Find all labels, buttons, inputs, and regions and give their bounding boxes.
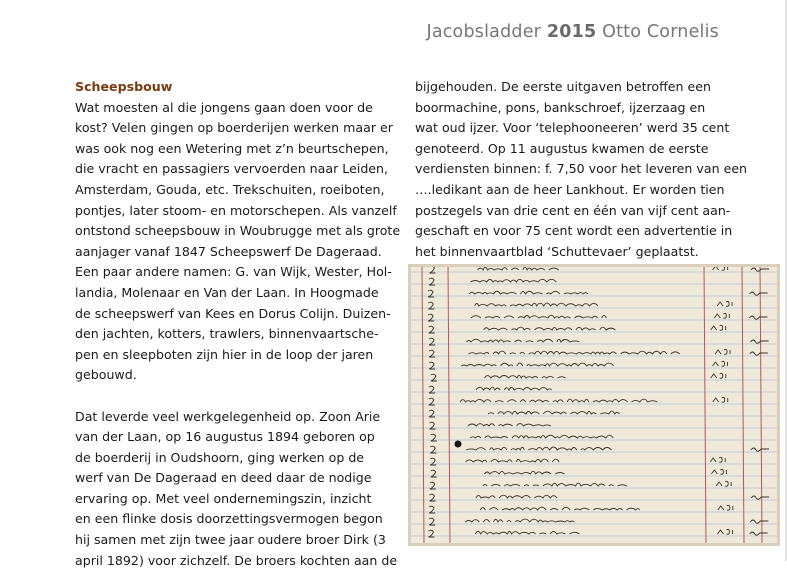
text-line: geschaft en voor 75 cent wordt een advertentie in (415, 221, 725, 242)
text-line: de boerderij in Oudshoorn, ging werken op de (75, 448, 385, 469)
ledger-illustration (408, 264, 780, 546)
paragraph-1 (75, 98, 385, 386)
text-line: ….ledikant aan de heer Lankhout. Er worden tien (415, 180, 725, 201)
text-line: april 1892) voor zichzelf. De broers kochten aan de (75, 551, 385, 571)
text-line: ontstond scheepsbouw in Woubrugge met als grote (75, 221, 385, 242)
text-line: Een paar andere namen: G. van Wijk, Wester, Hol- (75, 262, 385, 283)
text-line: was ook nog een Wetering met z’n beurtschepen, (75, 139, 385, 160)
ledger-ink-blot (455, 441, 462, 448)
text-line: aanjager vanaf 1847 Scheepswerf De Dageraad. (75, 242, 385, 263)
text-line: hij samen met zijn twee jaar oudere broer Dirk (3 (75, 530, 385, 551)
text-line: genoteerd. Op 11 augustus kwamen de eerste (415, 139, 725, 160)
text-line: die vracht en passagiers vervoerden naar Leiden, (75, 159, 385, 180)
header-series: Jacobsladder (426, 22, 541, 42)
text-line: landia, Molenaar en Van der Laan. In Hoogmade (75, 283, 385, 304)
text-line: bijgehouden. De eerste uitgaven betroffen een (415, 77, 725, 98)
text-line: pontjes, later stoom- en motorschepen. Als vanzelf (75, 201, 385, 222)
right-column (415, 77, 725, 262)
text-line: van der Laan, op 16 augustus 1894 geboren op (75, 427, 385, 448)
ledger-photo (408, 264, 780, 546)
text-line: den jachten, kotters, trawlers, binnenvaartsche- (75, 324, 385, 345)
text-line: het binnenvaartblad ‘Schuttevaer’ geplaatst. (415, 242, 725, 263)
text-line: Amsterdam, Gouda, etc. Trekschuiten, roeiboten, (75, 180, 385, 201)
text-line: pen en sleepboten zijn hier in de loop der jaren (75, 345, 385, 366)
page-header (426, 22, 719, 42)
left-column (75, 77, 385, 571)
text-line: boormachine, pons, bankschroef, ijzerzaag en (415, 98, 725, 119)
text-line: werf van De Dageraad en deed daar de nodige (75, 468, 385, 489)
text-line: ervaring op. Met veel ondernemingszin, inzicht (75, 489, 385, 510)
text-line: Wat moesten al die jongens gaan doen voor de (75, 98, 385, 119)
paragraph-gap (75, 386, 385, 407)
text-line: en een flinke dosis doorzettingsvermogen begon (75, 509, 385, 530)
text-line: kost? Velen gingen op boerderijen werken maar er (75, 118, 385, 139)
header-year: 2015 (547, 22, 597, 42)
text-line: wat oud ijzer. Voor ‘telephooneeren’ werd 35 cent (415, 118, 725, 139)
paragraph-2 (75, 407, 385, 571)
text-line: Dat leverde veel werkgelegenheid op. Zoon Arie (75, 407, 385, 428)
header-author: Otto Cornelis (602, 22, 719, 42)
text-line: verdiensten binnen: f. 7,50 voor het leveren van een (415, 159, 725, 180)
ledger-paper (408, 264, 780, 546)
text-line: gebouwd. (75, 365, 385, 386)
text-line: postzegels van drie cent en één van vijf cent aan- (415, 201, 725, 222)
section-heading: Scheepsbouw (75, 77, 385, 98)
text-line: de scheepswerf van Kees en Dorus Colijn. Duizen- (75, 304, 385, 325)
